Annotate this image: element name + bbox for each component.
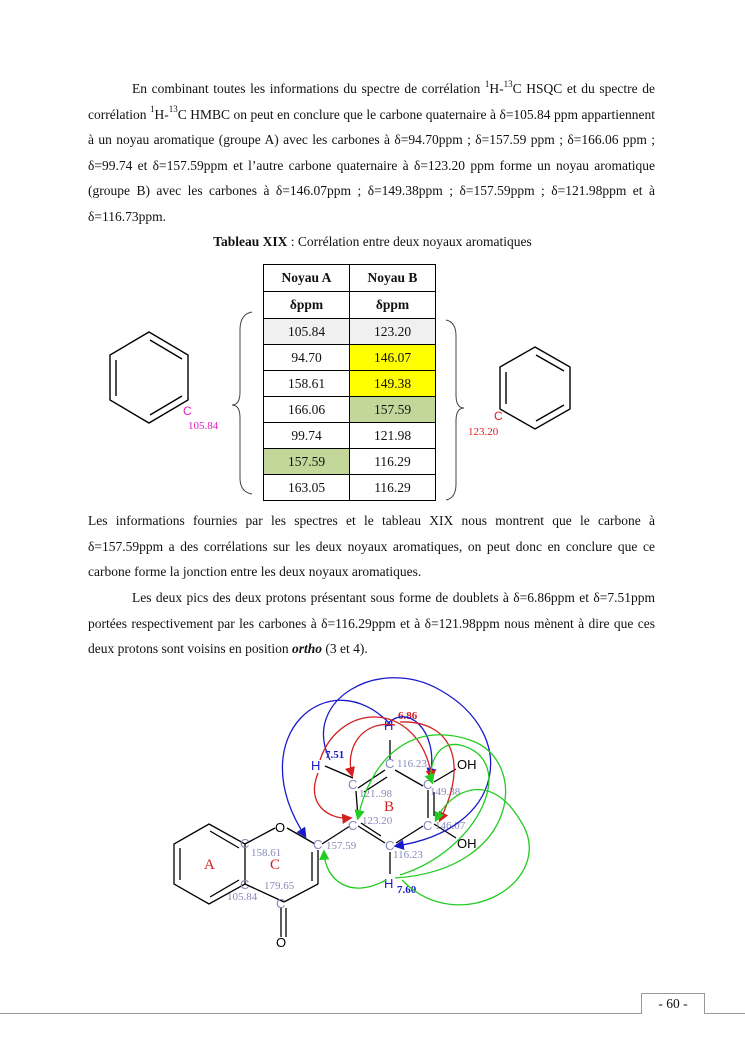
shift-c-bottom: 116.23 (393, 849, 423, 861)
shift-c-upper-left: 121..98 (359, 788, 392, 800)
cell-a: 157.59 (264, 449, 350, 475)
ring-labels (204, 799, 394, 873)
unit-noyau-b: δppm (350, 292, 436, 319)
shift-h-top: 6.86 (398, 710, 418, 722)
atom-c4a: C (240, 877, 250, 892)
shift-c-lower-right: 146.07 (435, 820, 466, 832)
right-ring-shift: 123.20 (468, 426, 499, 438)
cell-a: 166.06 (264, 397, 350, 423)
cell-b: 157.59 (350, 397, 436, 423)
shift-c2: 157.59 (326, 840, 357, 852)
cell-b: 116.29 (350, 449, 436, 475)
shift-c-top: 116.23 (397, 758, 427, 770)
unit-noyau-a: δppm (264, 292, 350, 319)
paragraph-2: Les informations fournies par les spectres et le tableau XIX nous montrent que le carbone à δ=157.59ppm a des corrélations sur les deux noyaux aromatiques, on peut donc en conclure que ce carbone forme la jonction entre les deux noyaux aromatiques. (88, 513, 655, 580)
left-ring-atom: C (183, 404, 192, 418)
atom-h-top: H (384, 718, 394, 733)
atom-h-bottom: H (384, 876, 394, 891)
carbonyl-oxygen: O (276, 935, 287, 950)
atom-c-upper-left: C (348, 777, 358, 792)
table-caption-label: Tableau XIX (213, 234, 288, 249)
shift-h-left: 7.51 (325, 749, 345, 761)
ring-label-b: B (384, 799, 395, 815)
atom-h-left: H (311, 758, 321, 773)
atom-c8a: C (240, 836, 250, 851)
cell-b: 146.07 (350, 345, 436, 371)
atom-labels (240, 718, 477, 950)
hydroxyl-lower: OH (457, 836, 477, 851)
hydroxyl-upper: OH (457, 757, 477, 772)
paragraph-3: Les deux pics des deux protons présentant sous forme de doublets à δ=6.86ppm et δ=7.51ppm portées respectivement par les carbones à δ=116.29ppm et à δ=121.98ppm nous mènent à dire que ces deux protons sont voisins en position ortho (3 et 4). (88, 590, 655, 657)
cell-b: 121.98 (350, 423, 436, 449)
cell-a: 99.74 (264, 423, 350, 449)
cell-b: 116.29 (350, 475, 436, 501)
ring-label-c: C (270, 857, 281, 873)
atom-c-upper-right: C (423, 777, 433, 792)
cell-a: 158.61 (264, 371, 350, 397)
atom-c1p: C (348, 818, 358, 833)
hmbc-arrow-green-left (324, 852, 386, 888)
shift-c-upper-right: 149.38 (430, 786, 461, 798)
footer-rule (0, 1013, 745, 1014)
hmbc-arrow-red-left (314, 773, 350, 818)
atom-c-top: C (385, 756, 395, 771)
cell-b: 123.20 (350, 319, 436, 345)
paragraph-1: En combinant toutes les informations du spectre de corrélation $^1$H-$^{13}$C HSQC et du spectre de corrélation $^1$H-$^{13}$C HMBC on peut en conclure que le carbone quaternaire à δ=105.84 ppm appartiennent à un noyau aromatique (groupe A) avec les carbones à δ=94.70ppm ; δ=157.59 ppm ; δ=166.06 ppm ; δ=99.74 et δ=157.59ppm et l’autre carbone quaternaire à δ=123.20 ppm forme un noyau aromatique (groupe B) avec les carbones à δ=146.07ppm ; δ=149.38ppm ; δ=157.59ppm ; δ=121.98ppm et à δ=116.73ppm. (88, 78, 655, 224)
cell-b: 149.38 (350, 371, 436, 397)
page-number: - 60 - (641, 993, 705, 1014)
header-noyau-a: Noyau A (264, 265, 350, 292)
shift-c8a: 158.61 (251, 847, 282, 859)
atom-c4: C (276, 896, 286, 911)
table-caption-text: : Corrélation entre deux noyaux aromatiques (287, 234, 532, 249)
shift-c4: 179.65 (264, 880, 295, 892)
left-ring-shift: 105.84 (188, 420, 219, 432)
atom-c2: C (313, 837, 323, 852)
proton-shift-labels (325, 710, 418, 896)
header-noyau-b: Noyau B (350, 265, 436, 292)
ring-oxygen: O (275, 820, 286, 835)
cell-a: 105.84 (264, 319, 350, 345)
right-ring-atom: C (494, 409, 503, 423)
cell-a: 94.70 (264, 345, 350, 371)
atom-c-bottom: C (385, 838, 395, 853)
atom-c-lower-right: C (423, 818, 433, 833)
cell-a: 163.05 (264, 475, 350, 501)
shift-c-junction: 123.20 (362, 815, 393, 827)
ring-label-a: A (204, 857, 215, 873)
shift-c4a: 105.84 (227, 891, 258, 903)
shift-h-bottom: 7.60 (397, 884, 417, 896)
